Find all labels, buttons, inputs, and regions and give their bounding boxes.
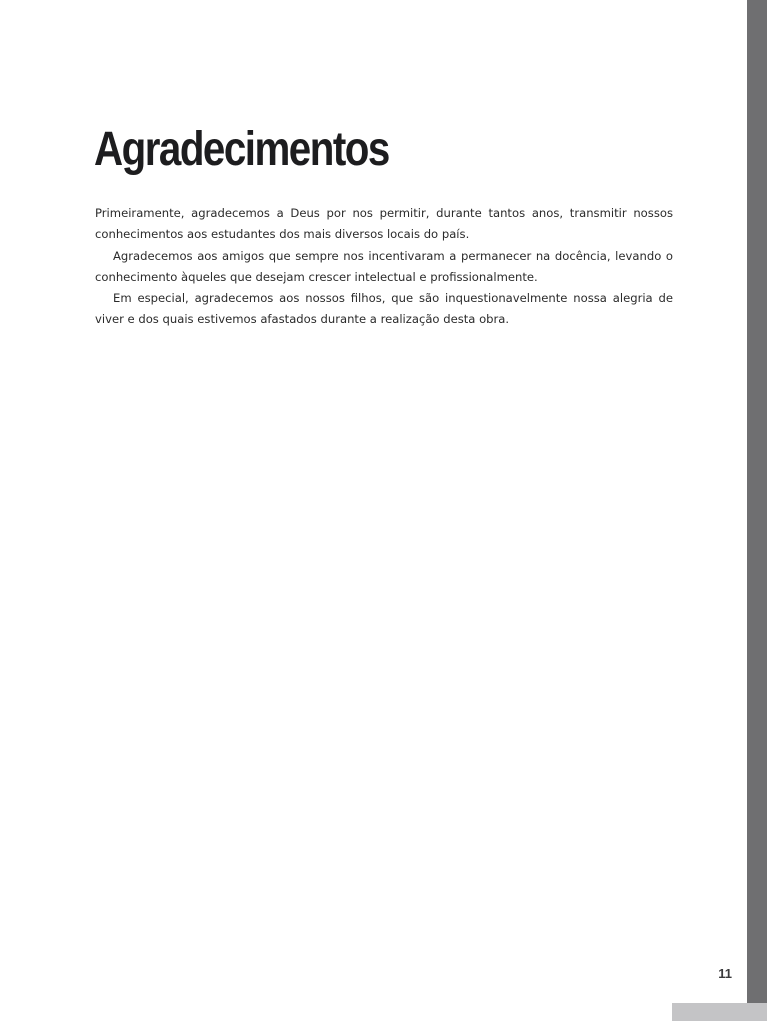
page-title: Agradecimentos: [94, 123, 389, 176]
paragraph-1: Primeiramente, agradecemos a Deus por nos permitir, durante tantos anos, transmitir nossos conhecimentos aos estudantes dos mais diversos locais do país.: [95, 206, 673, 242]
page-number: 11: [718, 966, 732, 981]
paragraph-2: Agradecemos aos amigos que sempre nos incentivaram a permanecer na docência, levando o conhecimento àqueles que desejam crescer intelectual e profissionalmente.: [95, 248, 673, 284]
body-text: [95, 203, 673, 331]
paragraph-3: Em especial, agradecemos aos nossos filhos, que são inquestionavelmente nossa alegria de viver e dos quais estivemos afastados durante a realização desta obra.: [95, 291, 673, 327]
page-edge-bar: [747, 0, 767, 1003]
page-footer-tab: [672, 1003, 767, 1021]
